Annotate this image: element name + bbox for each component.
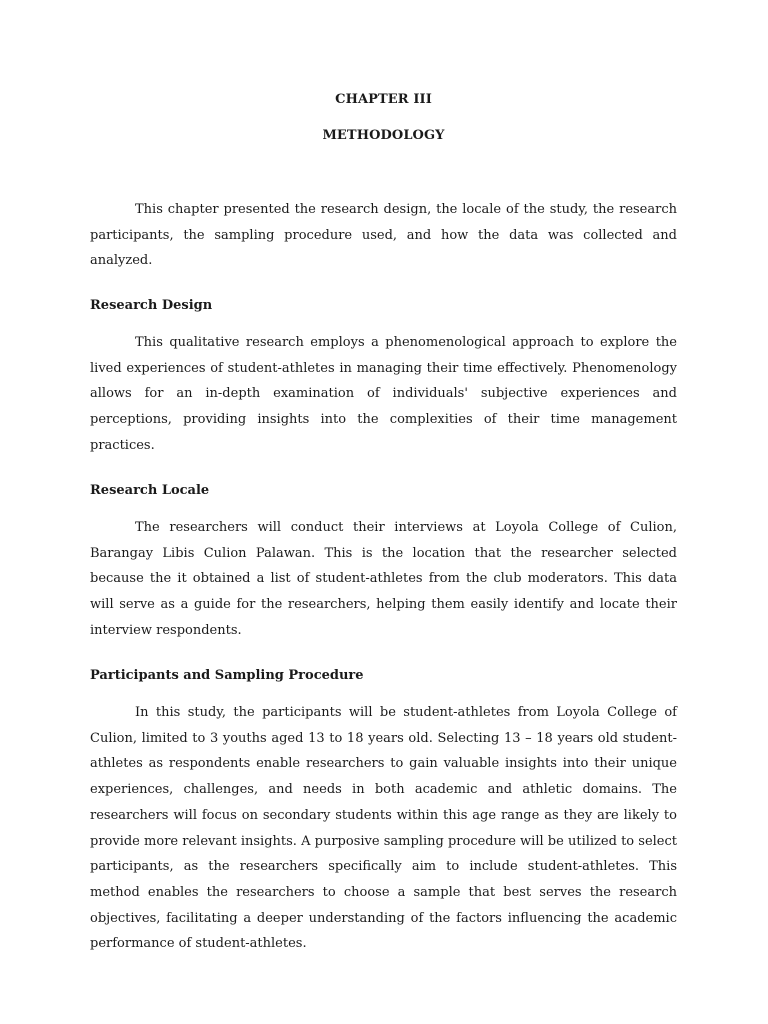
section-body-research-locale: The researchers will conduct their interviews at Loyola College of Culion, Barangay Libis Culion Palawan. This is the location that the researcher selected because the it obtained a list of student-athletes from the club moderators. This data will serve as a guide for the researchers, helping them easily identify and locate their interview respondents. xyxy=(90,520,677,638)
intro-paragraph: This chapter presented the research design, the locale of the study, the research participants, the sampling procedure used, and how the data was collected and analyzed. xyxy=(90,202,677,269)
section-heading-participants: Participants and Sampling Procedure xyxy=(90,668,364,683)
section-body-research-design: This qualitative research employs a phenomenological approach to explore the lived experiences of student-athletes in managing their time effectively. Phenomenology allows for an in-depth examination of individuals' subjective experiences and perceptions, providing insights into the complexities of their time management practices. xyxy=(90,335,677,453)
chapter-label: CHAPTER III xyxy=(335,92,432,107)
chapter-title: METHODOLOGY xyxy=(322,128,445,143)
section-heading-research-locale: Research Locale xyxy=(90,483,210,498)
section-heading-research-design: Research Design xyxy=(90,298,213,313)
section-body-participants: In this study, the participants will be student-athletes from Loyola College of Culion, limited to 3 youths aged 13 to 18 years old. Selecting 13 – 18 years old student-athletes as respondents enable researchers to gain valuable insights into their unique experiences, challenges, and needs in both academic and athletic domains. The researchers will focus on secondary students within this age range as they are likely to provide more relevant insights. A purposive sampling procedure will be utilized to select participants, as the researchers specifically aim to include student-athletes. This method enables the researchers to choose a sample that best serves the research objectives, facilitating a deeper understanding of the factors influencing the academic performance of student-athletes. xyxy=(90,705,677,952)
